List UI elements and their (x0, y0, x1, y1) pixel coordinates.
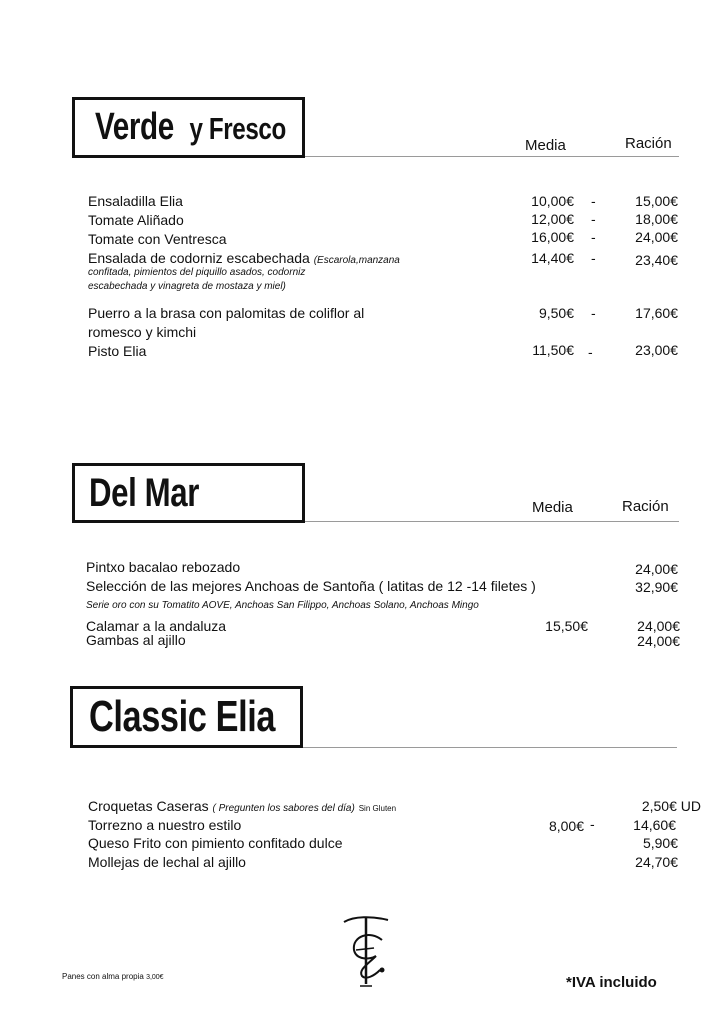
item-dash: - (591, 211, 596, 227)
section-title-classic: Classic Elia (89, 692, 276, 741)
item-media: 8,00€ (548, 818, 584, 834)
item-name: Calamar a la andaluza (86, 618, 227, 634)
item-media: 9,50€ (538, 305, 574, 321)
col-racion-verde: Ración (625, 135, 672, 152)
col-racion-mar: Ración (622, 498, 669, 515)
section-title-box-classic (70, 686, 303, 748)
gluten-tag: Sin Gluten (358, 804, 397, 813)
item-name: Tomate con Ventresca (88, 231, 227, 247)
item-media: 14,40€ (531, 250, 574, 266)
item-name: Mollejas de lechal al ajillo (88, 854, 246, 870)
item-racion: 24,00€ (635, 561, 678, 577)
item-dash: - (590, 816, 595, 832)
item-dash: - (588, 344, 593, 360)
iva-note: *IVA incluido (566, 974, 657, 991)
item-note: confitada, pimientos del piquillo asados, codorniz (88, 267, 306, 278)
item-name: Gambas al ajillo (86, 632, 186, 648)
item-racion: 24,70€ (635, 854, 678, 870)
item-dash: - (591, 250, 596, 266)
item-racion: 14,60€ (633, 817, 676, 833)
item-racion: 23,00€ (635, 342, 678, 358)
item-name: Queso Frito con pimiento confitado dulce (88, 835, 343, 851)
item-note: ( Pregunten los sabores del día) (212, 803, 355, 814)
bread-price: 3,00€ (146, 974, 164, 981)
section-rule-classic (303, 747, 677, 748)
item-media: 12,00€ (531, 211, 574, 227)
item-racion: 18,00€ (635, 211, 678, 227)
section-rule-mar (305, 521, 679, 522)
item-name: Ensaladilla Elia (88, 193, 183, 209)
item-name: Selección de las mejores Anchoas de Santoña ( latitas de 12 -14 filetes ) (86, 578, 536, 594)
item-racion: 32,90€ (635, 579, 678, 595)
item-racion: 15,00€ (635, 193, 678, 209)
section-rule-verde (305, 156, 679, 157)
item-name: romesco y kimchi (88, 324, 197, 340)
item-racion: 5,90€ (642, 835, 678, 851)
section-title-mar: Del Mar (89, 470, 199, 515)
item-name: Pintxo bacalao rebozado (86, 559, 241, 575)
item-dash: - (591, 193, 596, 209)
section-title-box-mar (72, 463, 305, 523)
item-dash: - (591, 229, 596, 245)
col-media-mar: Media (532, 499, 573, 516)
item-racion: 23,40€ (635, 252, 678, 268)
bread-note: Panes con alma propia 3,00€ (62, 972, 164, 981)
item-media: 10,00€ (531, 193, 574, 209)
item-racion: 24,00€ (635, 229, 678, 245)
section-title-box-verde (72, 97, 305, 158)
section-title-verde: Verde y Fresco (95, 106, 286, 148)
item-media: 16,00€ (531, 229, 574, 245)
col-media-verde: Media (525, 137, 566, 154)
item-name: Ensalada de codorniz escabechada (Escarola,manzana (88, 250, 400, 266)
item-racion: 24,00€ (637, 633, 680, 649)
monogram-logo-icon (340, 912, 392, 990)
item-note: (Escarola,manzana (313, 255, 400, 266)
item-media: 11,50€ (532, 342, 574, 358)
item-name: Puerro a la brasa con palomitas de coliflor al (88, 305, 365, 321)
item-dash: - (591, 305, 596, 321)
item-name: Torrezno a nuestro estilo (88, 817, 242, 833)
item-name: Tomate Aliñado (88, 212, 184, 228)
item-racion: 24,00€ (637, 618, 680, 634)
item-name: Croquetas Caseras ( Pregunten los sabores del día) Sin Gluten (88, 798, 397, 814)
item-racion: 17,60€ (635, 305, 678, 321)
item-note: Serie oro con su Tomatito AOVE, Anchoas San Filippo, Anchoas Solano, Anchoas Mingo (86, 600, 479, 611)
item-media: 15,50€ (545, 618, 588, 634)
item-note: escabechada y vinagreta de mostaza y miel) (88, 281, 286, 292)
item-racion: 2,50€ UD (641, 798, 701, 814)
item-name: Pisto Elia (88, 343, 147, 359)
